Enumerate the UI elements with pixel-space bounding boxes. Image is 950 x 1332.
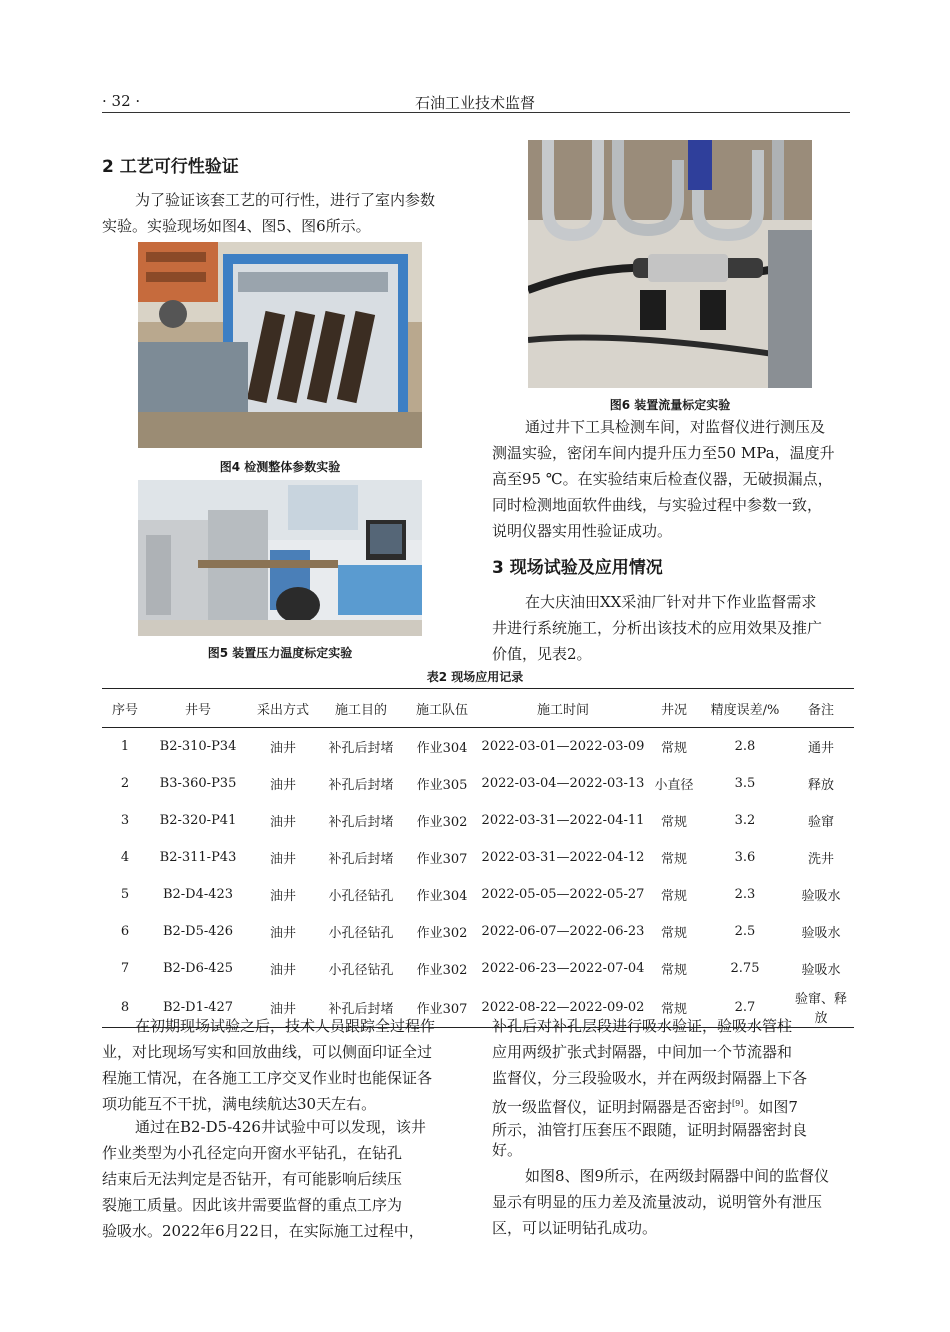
- bottom-left-p1-line-2: 业，对比现场写实和回放曲线，可以侧面印证全过: [102, 1043, 433, 1061]
- bottom-right-p2-line-2: 显示有明显的压力差及流量波动，说明管外有泄压: [492, 1193, 823, 1211]
- table-cell: 2022-03-31—2022-04-12: [481, 850, 645, 865]
- table-row: [102, 876, 854, 913]
- table-caption: 表2 现场应用记录: [426, 670, 524, 684]
- header-cell: 井号: [148, 689, 248, 728]
- bottom-right-p1-line-2: 应用两级扩张式封隔器，中间加一个节流器和: [492, 1043, 793, 1061]
- header-cell: 井况: [646, 689, 702, 728]
- table-cell: 验窜: [807, 815, 834, 830]
- table-cell: 作业305: [416, 778, 468, 793]
- table-cell: 常规: [660, 852, 687, 867]
- header-cell: 施工时间: [480, 689, 646, 728]
- table-cell: 验吸水: [801, 963, 841, 978]
- table-cell: 作业302: [416, 815, 468, 830]
- figure-4-photo: [138, 242, 422, 448]
- table-cell: B3-360-P35: [159, 776, 237, 791]
- header-cell: 施工队伍: [404, 689, 480, 728]
- table-cell: 2022-06-07—2022-06-23: [481, 924, 645, 939]
- figure-6-photo: [528, 140, 812, 388]
- section-3-line-1: 在大庆油田XX采油厂针对井下作业监督需求: [525, 593, 817, 611]
- section-2-line-1: 为了验证该套工艺的可行性，进行了室内参数: [135, 191, 436, 209]
- bottom-left-p1-line-3: 程施工情况，在各施工工序交叉作业时也能保证各: [102, 1069, 433, 1087]
- table-cell: B2-D1-427: [148, 987, 248, 1028]
- right-para-line-4: 同时检测地面软件曲线，与实验过程中参数一致，: [492, 496, 823, 514]
- section-3-line-3: 价值，见表2。: [492, 645, 592, 663]
- bottom-right-p1-line-4-text: 放一级监督仪，证明封隔器是否密封: [492, 1098, 733, 1116]
- table-cell: 释放: [807, 778, 834, 793]
- table-cell: B2-311-P43: [159, 850, 237, 865]
- bottom-right-p1-line-5: 所示，油管打压套压不跟随，证明封隔器密封良: [492, 1121, 808, 1139]
- bottom-right-p1-line-4: [492, 1091, 850, 1120]
- table-cell: 6: [120, 924, 130, 939]
- table-cell: 油井: [269, 889, 296, 904]
- table-row: [102, 802, 854, 839]
- bottom-right-p1-line-4-tail: 。如图7: [743, 1098, 798, 1116]
- table-cell: B2-D4-423: [162, 887, 234, 902]
- table-cell: 3: [120, 813, 130, 828]
- table-cell: 2022-03-31—2022-04-11: [481, 813, 645, 828]
- table-cell: 作业307: [404, 987, 480, 1028]
- table-cell: 常规: [660, 815, 687, 830]
- table-cell: 3.6: [734, 850, 756, 865]
- bottom-left-p1-line-1: 在初期现场试验之后，技术人员跟踪全过程作: [135, 1017, 436, 1035]
- table-cell: 油井: [269, 852, 296, 867]
- bottom-right-p1-line-1: 补孔后对补孔层段进行吸水验证，验吸水管柱: [492, 1017, 793, 1035]
- table-cell: 5: [120, 887, 130, 902]
- table-cell: 作业307: [416, 852, 468, 867]
- table-cell: 小孔径钻孔: [328, 889, 394, 904]
- application-records-table: [102, 688, 854, 1028]
- bottom-left-p1-line-4: 项功能互不干扰，满电续航达30天左右。: [102, 1095, 377, 1113]
- table-cell: 2022-06-23—2022-07-04: [481, 961, 645, 976]
- table-cell: 油井: [248, 987, 318, 1028]
- table-cell: 2022-05-05—2022-05-27: [481, 887, 645, 902]
- table-cell: 2.7: [702, 987, 788, 1028]
- table-row: [102, 839, 854, 876]
- table-cell: 2.75: [730, 961, 760, 976]
- bottom-right-p2-line-3: 区，可以证明钻孔成功。: [492, 1219, 658, 1237]
- bottom-left-p2-line-1: 通过在B2-D5-426井试验中可以发现，该井: [135, 1118, 426, 1136]
- table-cell: B2-320-P41: [159, 813, 237, 828]
- table-cell: 常规: [646, 987, 702, 1028]
- table-cell: 常规: [660, 926, 687, 941]
- table-cell: 3.2: [734, 813, 756, 828]
- section-2-line-2: 实验。实验现场如图4、图5、图6所示。: [102, 217, 371, 235]
- table-cell: 洗井: [807, 852, 834, 867]
- section-3-heading: 3 现场试验及应用情况: [492, 558, 663, 578]
- table-cell: 1: [120, 739, 130, 754]
- header-cell: 序号: [102, 689, 148, 728]
- table-cell: 常规: [660, 889, 687, 904]
- bottom-right-p1-line-6: 好。: [492, 1141, 523, 1159]
- table-cell: 2.3: [734, 887, 756, 902]
- header-cell: 采出方式: [248, 689, 318, 728]
- table-cell: 补孔后封堵: [328, 815, 394, 830]
- table-cell: 油井: [269, 778, 296, 793]
- table-cell: 油井: [269, 963, 296, 978]
- header-cell: 施工目的: [318, 689, 404, 728]
- table-cell: 通井: [807, 741, 834, 756]
- table-cell: 4: [120, 850, 130, 865]
- table-cell: 3.5: [734, 776, 756, 791]
- section-3-line-2: 井进行系统施工，分析出该技术的应用效果及推广: [492, 619, 823, 637]
- table-cell: 油井: [269, 815, 296, 830]
- right-para-line-3: 高至95 ℃。在实验结束后检查仪器，无破损漏点，: [492, 470, 833, 488]
- table-cell: 8: [102, 987, 148, 1028]
- table-cell: B2-310-P34: [159, 739, 237, 754]
- table-cell: 小直径: [654, 778, 694, 793]
- table-cell: 7: [120, 961, 130, 976]
- table-row: [102, 950, 854, 987]
- bottom-left-p2-line-5: 验吸水。2022年6月22日，在实际施工过程中，: [102, 1222, 424, 1240]
- figure-4-caption: 图4 检测整体参数实验: [219, 460, 341, 474]
- table-cell: B2-D5-426: [162, 924, 234, 939]
- table-cell: 油井: [269, 926, 296, 941]
- table-cell: 作业302: [416, 926, 468, 941]
- bottom-right-p1-line-3: 监督仪，分三段验吸水，并在两级封隔器上下各: [492, 1069, 808, 1087]
- header-cell: 备注: [788, 689, 854, 728]
- table-cell: 验窜、释放: [788, 987, 854, 1028]
- figure-5-caption: 图5 装置压力温度标定实验: [207, 646, 353, 660]
- table-header-row: [102, 689, 854, 728]
- header-cell: 精度误差/%: [702, 689, 788, 728]
- figure-6-caption: 图6 装置流量标定实验: [609, 398, 731, 412]
- header-rule: [102, 112, 850, 113]
- table-cell: 2022-08-22—2022-09-02: [480, 987, 646, 1028]
- table-cell: 小孔径钻孔: [328, 926, 394, 941]
- table-cell: 作业304: [416, 741, 468, 756]
- table-cell: 补孔后封堵: [328, 778, 394, 793]
- bottom-left-p2-line-2: 作业类型为小孔径定向开窗水平钻孔，在钻孔: [102, 1144, 403, 1162]
- table-cell: 2022-03-04—2022-03-13: [481, 776, 645, 791]
- table-cell: 补孔后封堵: [328, 741, 394, 756]
- right-para-line-2: 测温实验，密闭车间内提升压力至50 MPa，温度升: [492, 444, 835, 462]
- table-cell: 验吸水: [801, 926, 841, 941]
- table-cell: 2022-03-01—2022-03-09: [481, 739, 645, 754]
- table-cell: 作业302: [416, 963, 468, 978]
- citation-9[interactable]: [9]: [732, 1099, 744, 1108]
- section-2-heading: 2 工艺可行性验证: [102, 157, 239, 177]
- journal-title: 石油工业技术监督: [414, 94, 535, 112]
- table-cell: 小孔径钻孔: [328, 963, 394, 978]
- table-cell: 2.8: [734, 739, 756, 754]
- table-cell: 验吸水: [801, 889, 841, 904]
- table-cell: 2.5: [734, 924, 756, 939]
- right-para-line-5: 说明仪器实用性验证成功。: [492, 522, 673, 540]
- table-row: [102, 728, 854, 766]
- table-cell: 常规: [660, 963, 687, 978]
- table-cell: 补孔后封堵: [328, 852, 394, 867]
- bottom-left-p2-line-4: 裂施工质量。因此该井需要监督的重点工序为: [102, 1196, 403, 1214]
- bottom-right-p2-line-1: 如图8、图9所示，在两级封隔器中间的监督仪: [525, 1167, 830, 1185]
- table-cell: 2: [120, 776, 130, 791]
- table-cell: B2-D6-425: [162, 961, 234, 976]
- table-cell: 作业304: [416, 889, 468, 904]
- table-cell: 常规: [660, 741, 687, 756]
- page-number: · 32 ·: [102, 92, 141, 110]
- table-cell: 补孔后封堵: [318, 987, 404, 1028]
- table-row: [102, 913, 854, 950]
- table-row: [102, 765, 854, 802]
- figure-5-photo: [138, 480, 422, 636]
- table-cell: 油井: [269, 741, 296, 756]
- bottom-left-p2-line-3: 结束后无法判定是否钻开，有可能影响后续压: [102, 1170, 403, 1188]
- right-para-line-1: 通过井下工具检测车间，对监督仪进行测压及: [525, 418, 826, 436]
